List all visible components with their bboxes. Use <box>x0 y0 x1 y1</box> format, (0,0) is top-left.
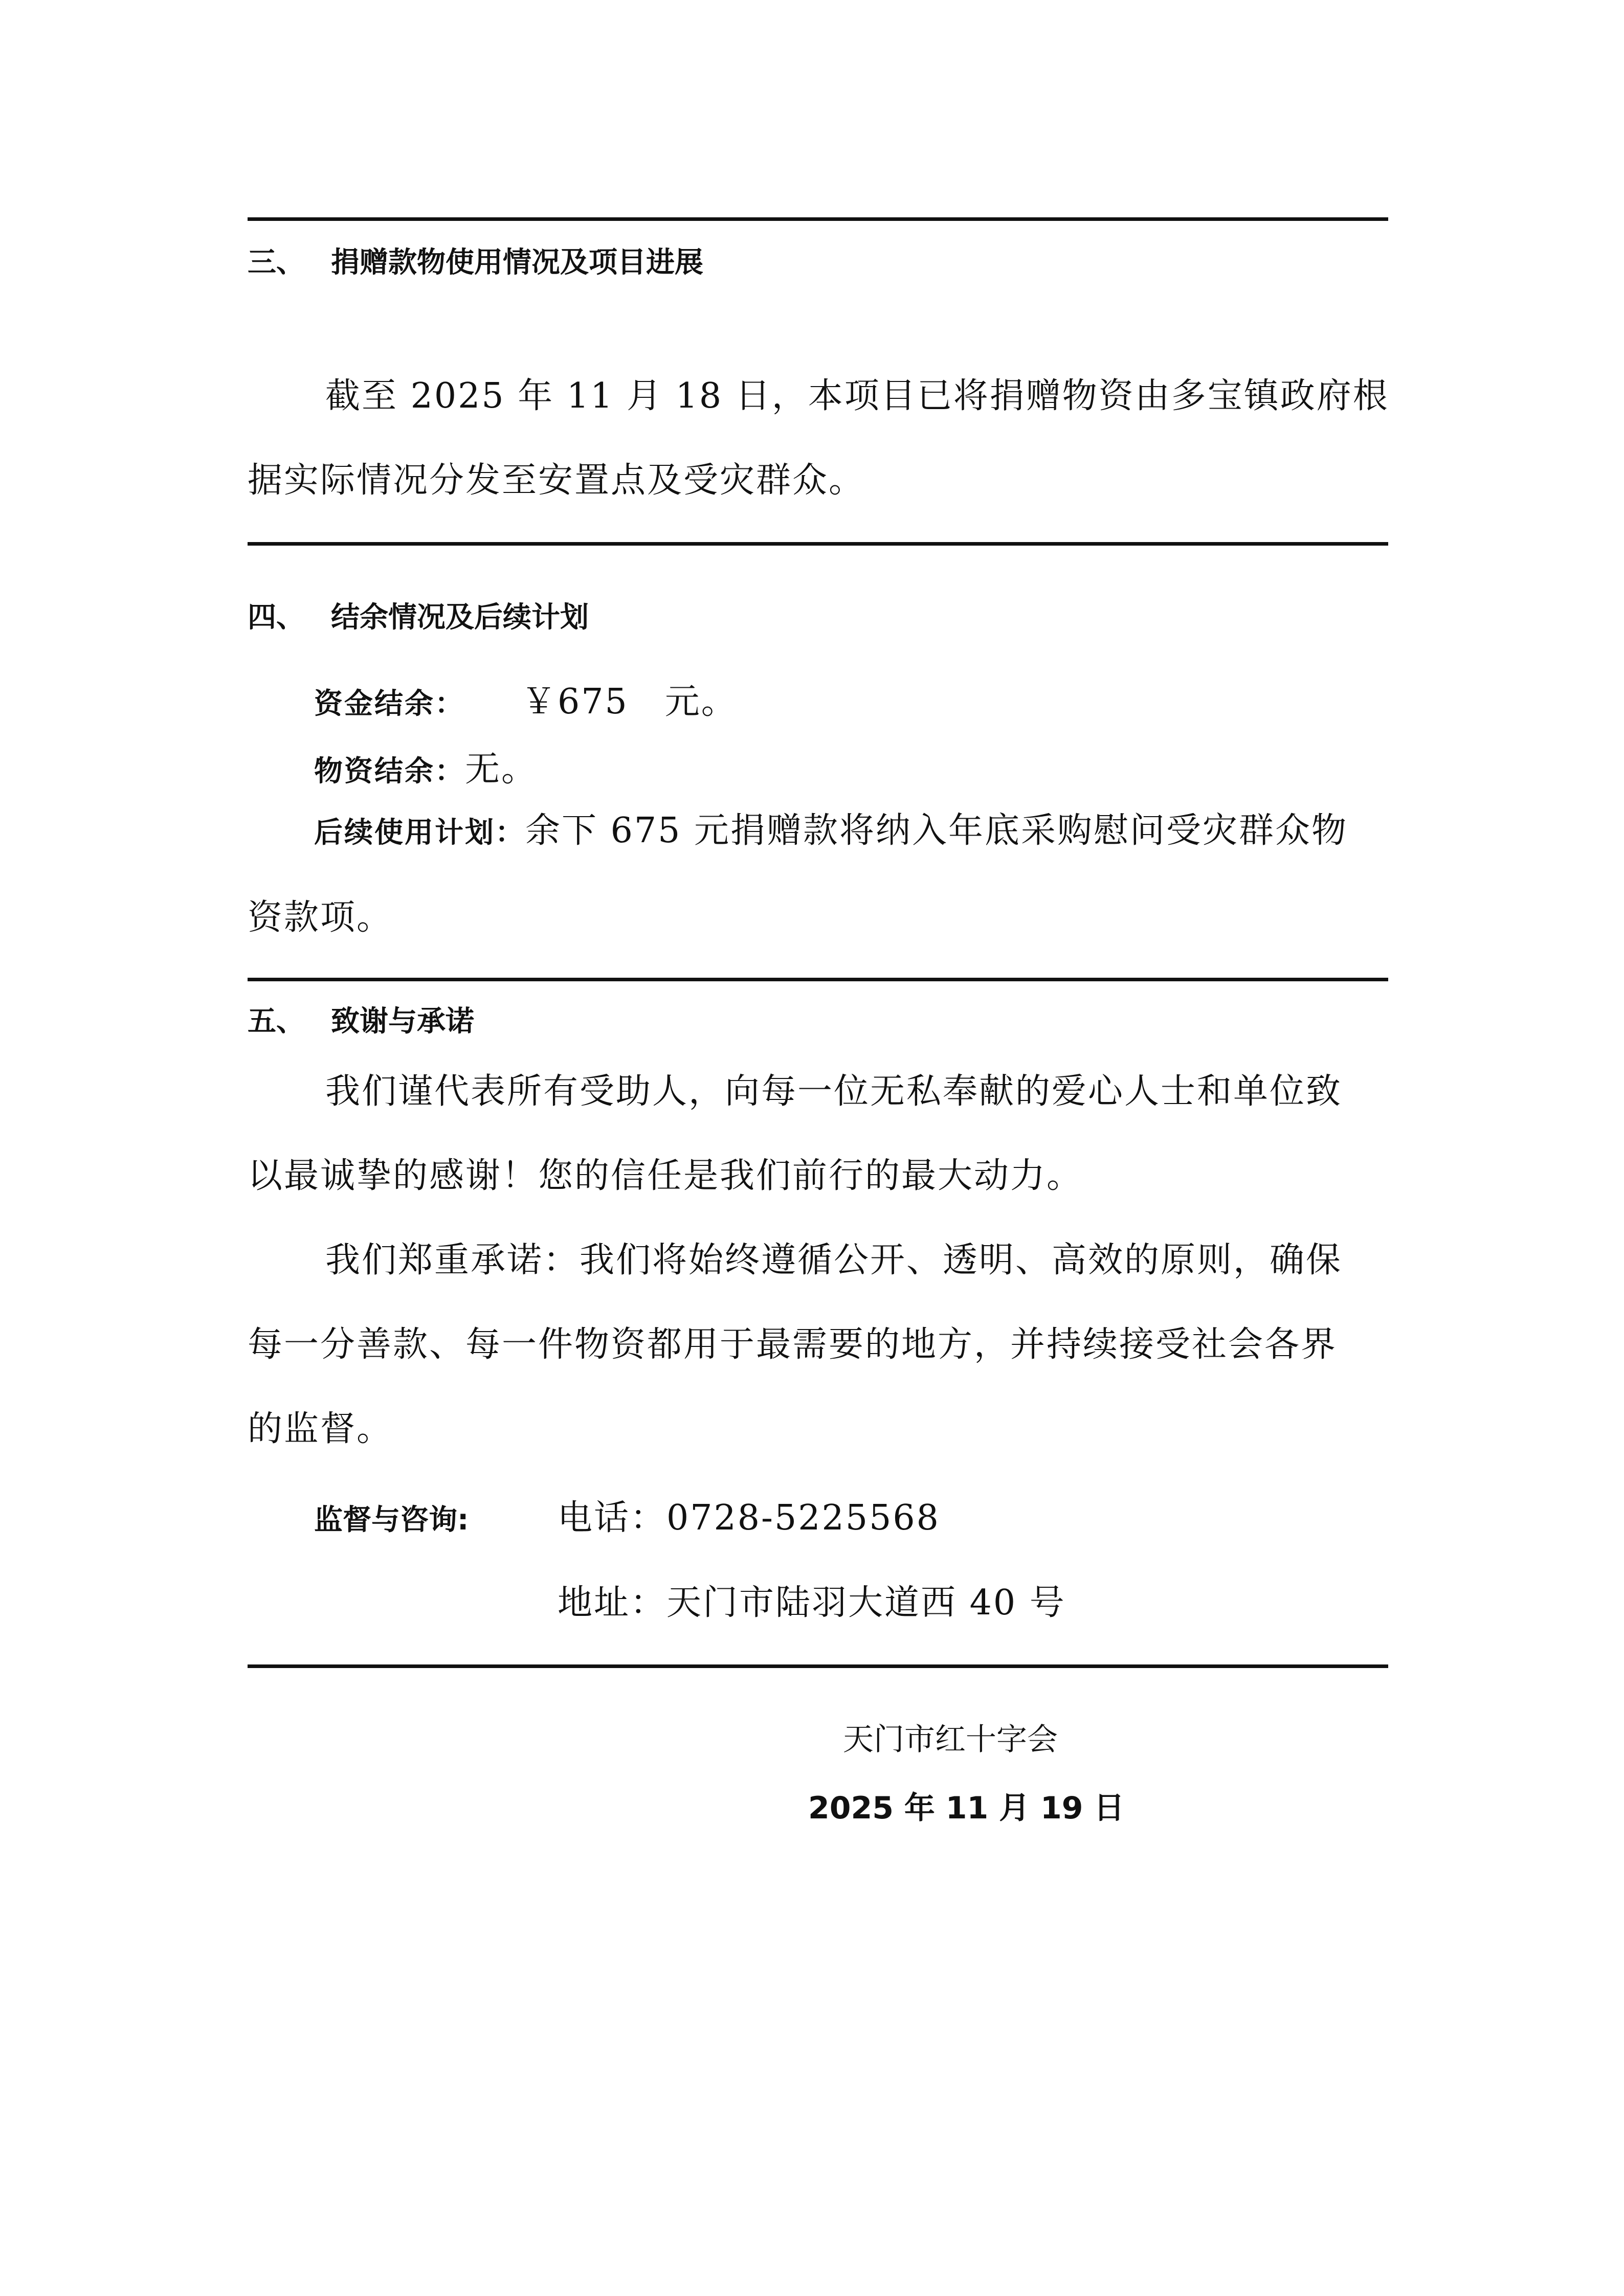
promise-line-2: 每一分善款、每一件物资都用于最需要的地方，并持续接受社会各界 <box>248 1324 1338 1365</box>
contact-label: 监督与咨询: <box>314 1503 469 1537</box>
section-3-title: 捐赠款物使用情况及项目进展 <box>331 246 703 279</box>
fund-balance-row <box>314 679 738 727</box>
divider-bottom <box>248 1664 1388 1668</box>
contact-address: 地址：天门市陆羽大道西 40 号 <box>558 1583 1066 1623</box>
follow-up-plan-line-2: 资款项。 <box>248 897 393 938</box>
material-balance-row <box>314 747 538 795</box>
section-5-number: 五、 <box>248 1005 305 1038</box>
divider-top <box>248 217 1388 221</box>
material-balance-value: 无。 <box>465 749 538 790</box>
material-balance-label: 物资结余： <box>314 755 465 788</box>
promise-line-1: 我们郑重承诺：我们将始终遵循公开、透明、高效的原则，确保 <box>325 1240 1343 1280</box>
section-4-heading <box>248 597 589 638</box>
divider-section-4 <box>248 542 1388 546</box>
signature-date: 2025 年 11 月 19 日 <box>808 1790 1125 1826</box>
section-3-heading <box>248 242 703 283</box>
section-5-heading <box>248 1001 474 1042</box>
fund-balance-label: 资金结余： <box>314 687 465 721</box>
section-3-paragraph-line-1: 截至 2025 年 11 月 18 日，本项目已将捐赠物资由多宝镇政府根 <box>325 376 1389 416</box>
section-3-paragraph-line-2: 据实际情况分发至安置点及受灾群众。 <box>248 460 865 501</box>
section-4-title: 结余情况及后续计划 <box>331 601 589 634</box>
section-3-number: 三、 <box>248 246 305 279</box>
follow-up-plan-label: 后续使用计划： <box>314 816 525 849</box>
section-5-title: 致谢与承诺 <box>331 1005 474 1038</box>
thanks-line-1: 我们谨代表所有受助人，向每一位无私奉献的爱心人士和单位致 <box>325 1071 1343 1112</box>
follow-up-plan-line-1: 余下 675 元捐赠款将纳入年底采购慰问受灾群众物 <box>525 811 1348 851</box>
follow-up-plan-row <box>314 808 1348 856</box>
signature-organization: 天门市红十字会 <box>843 1722 1058 1758</box>
thanks-line-2: 以最诚挚的感谢！您的信任是我们前行的最大动力。 <box>248 1156 1083 1196</box>
section-4-number: 四、 <box>248 601 305 634</box>
contact-phone: 电话：0728-5225568 <box>558 1498 940 1538</box>
divider-section-5 <box>248 978 1388 981</box>
promise-line-3: 的监督。 <box>248 1409 393 1449</box>
fund-balance-value: ￥675 元。 <box>521 682 738 722</box>
